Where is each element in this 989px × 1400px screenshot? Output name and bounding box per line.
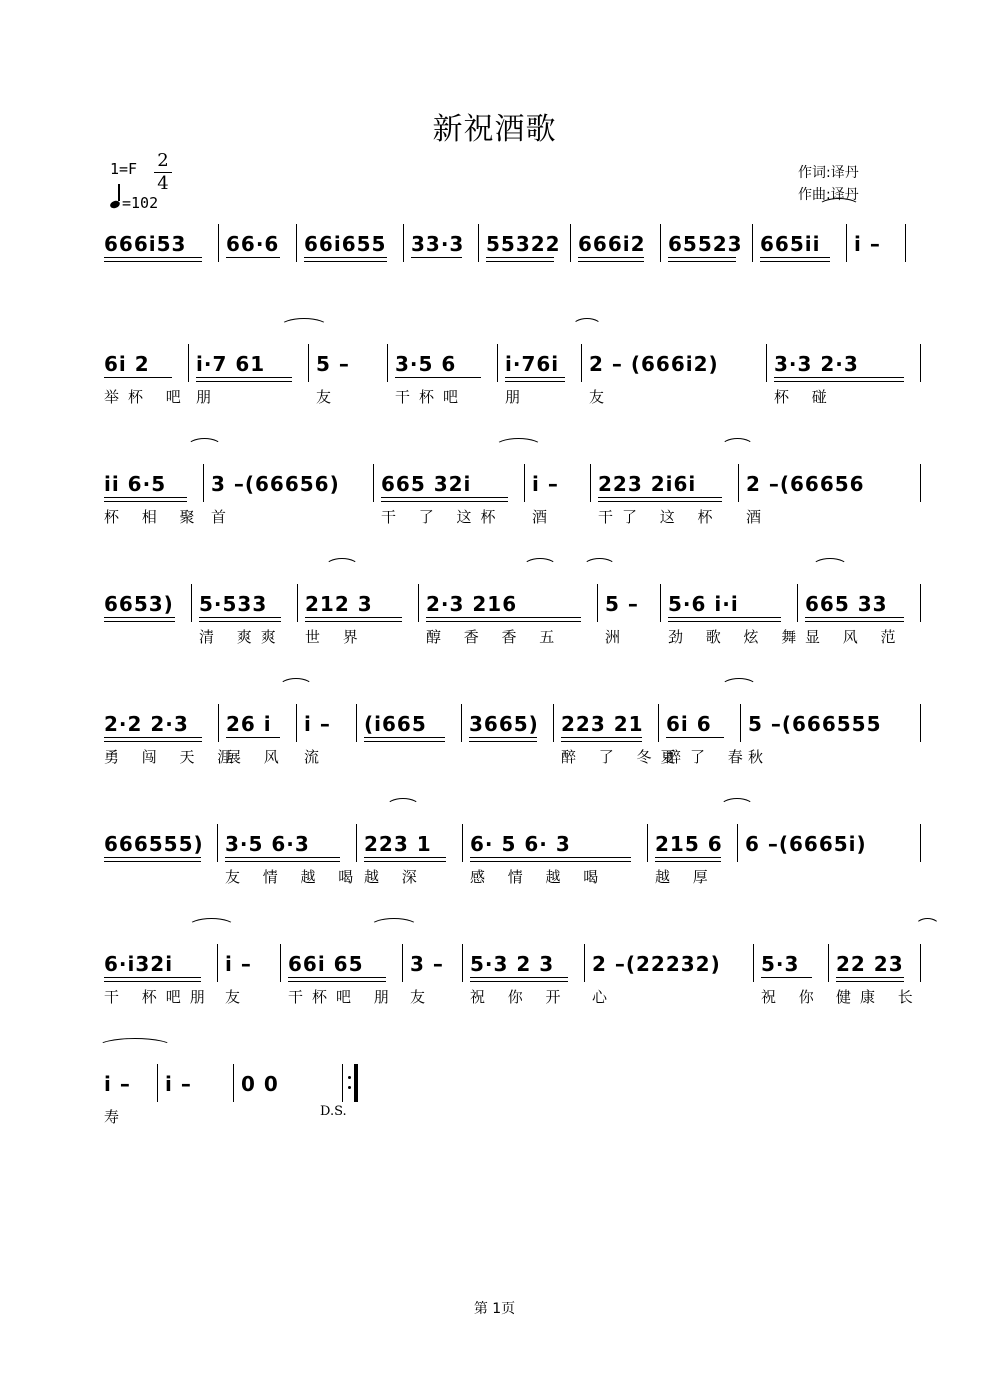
bar-line [203, 464, 204, 502]
bar-line [766, 344, 767, 382]
bar-line [828, 944, 829, 982]
measure-notes: 2 –(22232) [592, 952, 721, 976]
beam-line [199, 617, 281, 618]
beam-line [426, 621, 581, 622]
bar-line [373, 464, 374, 502]
beam-line [578, 261, 644, 262]
beam-line [196, 381, 292, 382]
slur-arc [370, 918, 418, 935]
bar-line [297, 584, 298, 622]
beam-line [761, 977, 812, 978]
bar-line [157, 1064, 158, 1102]
score-line-8 [0, 1070, 989, 1190]
bar-line [920, 944, 921, 982]
repeat-dot [348, 1076, 351, 1079]
measure-notes: i – [165, 1072, 192, 1096]
measure-notes: i – [304, 712, 331, 736]
lyric-text: 干 了 这杯 [381, 508, 505, 526]
lyric-text: 醉了 春 [666, 748, 752, 766]
beam-line [836, 981, 904, 982]
beam-line [288, 977, 386, 978]
measure-notes: i·76i [505, 352, 560, 376]
beam-line [104, 981, 201, 982]
beam-line [836, 977, 904, 978]
bar-line [462, 824, 463, 862]
measure-notes: 2 – (666i2) [589, 352, 719, 376]
slur-arc [812, 558, 848, 575]
page-footer: 第 1页 [473, 1301, 516, 1317]
beam-line [469, 741, 537, 742]
measure-notes: 215 6 [655, 832, 723, 856]
tempo-marking [110, 194, 158, 212]
bar-line [217, 824, 218, 862]
beam-line [668, 261, 736, 262]
measure-notes: 5 –(666555 [748, 712, 882, 736]
lyric-text: 干杯吧 朋 [288, 988, 398, 1006]
measure-notes: 2·2 2·3 [104, 712, 189, 736]
beam-line [469, 737, 537, 738]
time-signature-bottom: 4 [157, 173, 169, 194]
measure-notes: 66i 65 [288, 952, 364, 976]
beam-line [104, 261, 202, 262]
measure-notes: 665ii [760, 232, 821, 256]
lyric-text: 健康 长 [836, 988, 922, 1006]
measure-notes: 2 –(66656 [746, 472, 865, 496]
beam-line [104, 621, 175, 622]
measure-notes: i – [854, 232, 881, 256]
measure-notes: 3665) [469, 712, 539, 736]
bar-line [920, 704, 921, 742]
slur-arc [583, 558, 616, 575]
beam-line [505, 377, 565, 378]
beam-line [411, 257, 462, 258]
bar-line [658, 704, 659, 742]
beam-line [760, 261, 830, 262]
bar-line [403, 224, 404, 262]
bar-line [797, 584, 798, 622]
bar-line [418, 584, 419, 622]
time-signature [154, 152, 172, 193]
bar-line [597, 584, 598, 622]
bar-line [581, 344, 582, 382]
measure-notes: 3 –(66656) [211, 472, 340, 496]
bar-line [753, 944, 754, 982]
bar-line [188, 344, 189, 382]
quarter-note-icon [110, 198, 120, 208]
beam-line [104, 737, 202, 738]
bar-line [296, 704, 297, 742]
lyric-text: 寿 [104, 1108, 129, 1126]
bar-line [356, 824, 357, 862]
beam-line [505, 381, 565, 382]
lyric-text: 祝 你 [761, 988, 823, 1006]
bar-line [218, 224, 219, 262]
beam-line [774, 377, 904, 378]
measure-notes: 223 21 [561, 712, 644, 736]
beam-line [395, 377, 481, 378]
lyric-text: 洲 [605, 628, 630, 646]
bar-line [402, 944, 403, 982]
bar-line [905, 224, 906, 262]
measure-notes: 55322 [486, 232, 561, 256]
beam-line [470, 857, 631, 858]
lyric-text: 朋 [196, 388, 221, 406]
measure-notes: i – [532, 472, 559, 496]
beam-line [486, 257, 554, 258]
slur-arc [818, 198, 860, 215]
score-line-1 [0, 230, 989, 350]
beam-line [805, 617, 904, 618]
slur-arc [721, 438, 754, 455]
measure-notes: 5·533 [199, 592, 268, 616]
bar-line [478, 224, 479, 262]
beam-line [426, 617, 581, 618]
beam-line [288, 981, 386, 982]
beam-line [364, 857, 446, 858]
slur-arc [187, 438, 222, 455]
bar-line [217, 944, 218, 982]
slur-arc [386, 798, 420, 815]
beam-line [598, 497, 722, 498]
lyric-text: 世 界 [305, 628, 367, 646]
beam-line [305, 617, 402, 618]
lyric-text: 显 风 范 [805, 628, 905, 646]
lyric-text: 醉 了 冬夏 [561, 748, 685, 766]
beam-line [561, 737, 642, 738]
composer-credit: 作曲:译丹 [798, 187, 859, 203]
bar-line [920, 584, 921, 622]
lyric-text: 杯 碰 [774, 388, 836, 406]
measure-notes: 3 – [410, 952, 444, 976]
bar-line [524, 464, 525, 502]
beam-line [364, 741, 445, 742]
beam-line [364, 861, 446, 862]
slur-arc [721, 678, 757, 695]
lyric-text: 流 [304, 748, 329, 766]
bar-line [584, 944, 585, 982]
bar-line [570, 224, 571, 262]
repeat-dot [348, 1086, 351, 1089]
beam-line [225, 861, 340, 862]
score-line-4 [0, 590, 989, 710]
measure-notes: 6i 6 [666, 712, 712, 736]
beam-line [668, 621, 781, 622]
beam-line [104, 501, 187, 502]
beam-line [226, 257, 280, 258]
slur-arc [720, 798, 754, 815]
beam-line [805, 621, 904, 622]
lyric-text: 朋 [505, 388, 530, 406]
bar-line [740, 704, 741, 742]
lyric-text: 醇 香 香 五 [426, 628, 564, 646]
bar-line [308, 344, 309, 382]
measure-notes: i – [225, 952, 252, 976]
slur-arc [279, 678, 313, 695]
beam-line [104, 377, 172, 378]
measure-notes: 223 1 [364, 832, 432, 856]
beam-line [668, 257, 736, 258]
beam-line [196, 377, 292, 378]
measure-notes: 26 i [226, 712, 272, 736]
slur-arc [915, 918, 940, 935]
measure-notes: 5·6 i·i [668, 592, 739, 616]
lyric-text: 干杯吧 [395, 388, 468, 406]
time-signature-top: 2 [157, 150, 169, 171]
measure-notes: 6 –(6665i) [745, 832, 867, 856]
beam-line [486, 261, 554, 262]
measure-notes: 3·3 2·3 [774, 352, 859, 376]
measure-notes: 223 2i6i [598, 472, 697, 496]
beam-line [104, 617, 175, 618]
bar-line [461, 704, 462, 742]
barline-thick [354, 1064, 358, 1102]
lyric-text: 越 深 [364, 868, 426, 886]
beam-line [655, 861, 721, 862]
measure-notes: 65523 [668, 232, 743, 256]
song-title: 新祝酒歌 [432, 112, 557, 147]
beam-line [381, 501, 508, 502]
bar-line [233, 1064, 234, 1102]
measure-notes: 3·5 6·3 [225, 832, 310, 856]
beam-line [305, 621, 402, 622]
bar-line [920, 464, 921, 502]
slur-arc [280, 318, 328, 335]
lyric-text: 劲 歌 炫 舞 [668, 628, 806, 646]
measure-notes: 665 32i [381, 472, 472, 496]
beam-line [104, 857, 201, 858]
beam-line [470, 981, 568, 982]
beam-line [381, 497, 508, 498]
beam-line [104, 257, 202, 258]
measure-notes: 5·3 2 3 [470, 952, 555, 976]
beam-line [225, 857, 340, 858]
measure-notes: 212 3 [305, 592, 373, 616]
measure-notes: i·7 61 [196, 352, 266, 376]
beam-line [774, 381, 904, 382]
measure-notes: 2·3 216 [426, 592, 518, 616]
bar-line [920, 344, 921, 382]
beam-line [668, 617, 781, 618]
lyric-text: 勇 闯 天 涯 [104, 748, 242, 766]
tempo-value: =102 [122, 194, 159, 212]
measure-notes: 33·3 [411, 232, 465, 256]
bar-line [737, 824, 738, 862]
score-line-5 [0, 710, 989, 830]
beam-line [470, 861, 631, 862]
measure-notes: 6653) [104, 592, 174, 616]
bar-line [356, 704, 357, 742]
beam-line [226, 737, 280, 738]
barline-thin [342, 1064, 343, 1102]
slur-arc [572, 318, 602, 335]
lyric-text: 杯 相 聚 [104, 508, 204, 526]
beam-line [578, 257, 644, 258]
measure-notes: 5 – [316, 352, 350, 376]
measure-notes: 66·6 [226, 232, 280, 256]
bar-line [387, 344, 388, 382]
measure-notes: 665 33 [805, 592, 888, 616]
measure-notes: 666i2 [578, 232, 646, 256]
beam-line [561, 741, 642, 742]
bar-line [280, 944, 281, 982]
measure-notes: 22 23 [836, 952, 904, 976]
beam-line [104, 741, 202, 742]
beam-line [104, 861, 201, 862]
measure-notes: 6·i32i [104, 952, 174, 976]
measure-notes: 666i53 [104, 232, 187, 256]
measure-notes: 3·5 6 [395, 352, 457, 376]
measure-notes: i – [104, 1072, 131, 1096]
key-signature: 1=F [110, 160, 138, 178]
bar-line [218, 704, 219, 742]
bar-line [738, 464, 739, 502]
bar-line [920, 824, 921, 862]
lyric-text: 友 [316, 388, 341, 406]
slur-arc [495, 438, 542, 455]
measure-notes: 66i655 [304, 232, 387, 256]
bar-line [497, 344, 498, 382]
beam-line [104, 497, 187, 498]
beam-line [655, 857, 721, 858]
bar-line [191, 584, 192, 622]
slur-arc [325, 558, 359, 575]
lyric-text: 酒 [532, 508, 557, 526]
lyric-text: 干了 这 杯 [598, 508, 722, 526]
beam-line [666, 737, 724, 738]
lyric-text: 感 情 越 喝 [470, 868, 608, 886]
measure-notes: 5·3 [761, 952, 800, 976]
lyric-text: 友 [410, 988, 435, 1006]
beam-line [598, 501, 722, 502]
beam-line [470, 977, 568, 978]
bar-line [660, 224, 661, 262]
beam-line [104, 977, 201, 978]
lyric-text: 清 爽爽 [199, 628, 285, 646]
bar-line [553, 704, 554, 742]
beam-line [364, 737, 445, 738]
lyric-text: 友 [589, 388, 614, 406]
lyric-text: 干 杯吧朋 [104, 988, 214, 1006]
lyric-text: 心 [592, 988, 617, 1006]
lyricist-credit: 作词:译丹 [798, 165, 859, 181]
measure-notes: 6· 5 6· 3 [470, 832, 571, 856]
slur-arc [98, 1038, 172, 1055]
beam-line [760, 257, 830, 258]
bar-line [752, 224, 753, 262]
measure-notes: 0 0 [241, 1072, 279, 1096]
bar-line [660, 584, 661, 622]
beam-line [199, 621, 281, 622]
slur-arc [523, 558, 557, 575]
lyric-text: 秋 [748, 748, 773, 766]
bar-line [590, 464, 591, 502]
bar-line [846, 224, 847, 262]
slur-arc [188, 918, 235, 935]
lyric-text: 酒 [746, 508, 771, 526]
measure-notes: (i665 [364, 712, 427, 736]
beam-line [304, 261, 387, 262]
bar-line [296, 224, 297, 262]
lyric-text: 首 [211, 508, 236, 526]
measure-notes: 666555) [104, 832, 204, 856]
ds-marking: D.S. [320, 1104, 347, 1119]
measure-notes: 5 – [605, 592, 639, 616]
lyric-text: 举杯 吧 [104, 388, 190, 406]
lyric-text: 祝 你 开 [470, 988, 570, 1006]
lyric-text: 展 风 [226, 748, 288, 766]
lyric-text: 友 情 越 喝 [225, 868, 363, 886]
bar-line [462, 944, 463, 982]
bar-line [647, 824, 648, 862]
score-line-6 [0, 830, 989, 950]
measure-notes: ii 6·5 [104, 472, 167, 496]
beam-line [304, 257, 387, 258]
lyric-text: 友 [225, 988, 250, 1006]
measure-notes: 6i 2 [104, 352, 150, 376]
lyric-text: 越 厚 [655, 868, 717, 886]
